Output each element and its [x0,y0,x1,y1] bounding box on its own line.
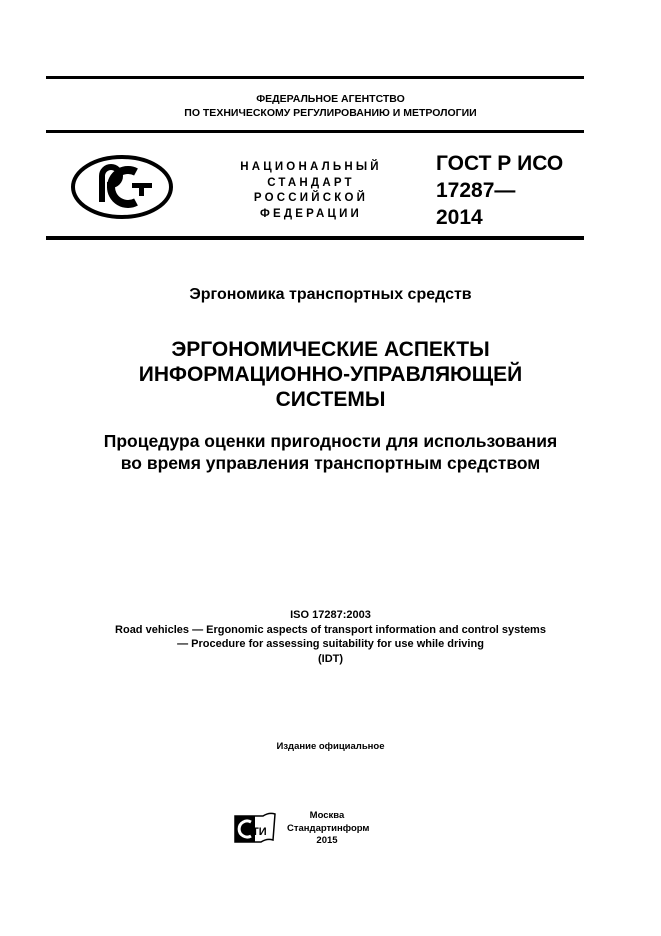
agency-line: ПО ТЕХНИЧЕСКОМУ РЕГУЛИРОВАНИЮ И МЕТРОЛОГИИ [184,107,477,119]
rst-logo-icon [70,154,174,220]
document-title [0,337,661,412]
standartinform-logo-icon [233,810,277,846]
publisher-info [287,810,370,848]
label-line: СТАНДАРТ [267,176,355,189]
iso-line: ISO 17287:2003 [290,609,371,621]
standard-designation [436,150,563,231]
publisher-city: Москва [309,810,345,821]
header-rule [46,130,584,133]
designation-line: ГОСТ Р ИСО [436,152,564,175]
designation-line: 17287— [436,179,516,202]
svg-text:ТИ: ТИ [252,826,267,838]
bottom-header-rule [46,236,584,240]
publisher-year: 2015 [316,835,338,846]
label-line: РОССИЙСКОЙ [253,192,369,204]
document-subtitle [0,430,661,474]
national-standard-label [226,160,396,222]
subtitle-line: Процедура оценки пригодности для использования [103,431,558,451]
agency-name [0,92,661,120]
title-line: ИНФОРМАЦИОННО-УПРАВЛЯЮЩЕЙ [138,363,523,386]
subtitle-line: во время управления транспортным средством [120,453,541,473]
label-line: ФЕДЕРАЦИИ [259,207,363,220]
publisher-name: Стандартинформ [287,822,370,834]
edition-label: Издание официальное [276,741,385,752]
title-line: ЭРГОНОМИЧЕСКИЕ АСПЕКТЫ [171,338,490,361]
designation-line: 2014 [436,206,483,229]
agency-line: ФЕДЕРАЛЬНОЕ АГЕНТСТВО [256,93,405,105]
iso-line: — Procedure for assessing suitability for use while driving [177,638,484,650]
series-title: Эргономика транспортных средств [189,286,472,303]
top-rule [46,76,584,79]
iso-line: (IDT) [317,652,344,665]
iso-reference [0,608,661,666]
label-line: НАЦИОНАЛЬНЫЙ [240,161,382,173]
title-line: СИСТЕМЫ [275,388,386,411]
iso-line: Road vehicles — Ergonomic aspects of transport information and control systems [115,623,546,636]
